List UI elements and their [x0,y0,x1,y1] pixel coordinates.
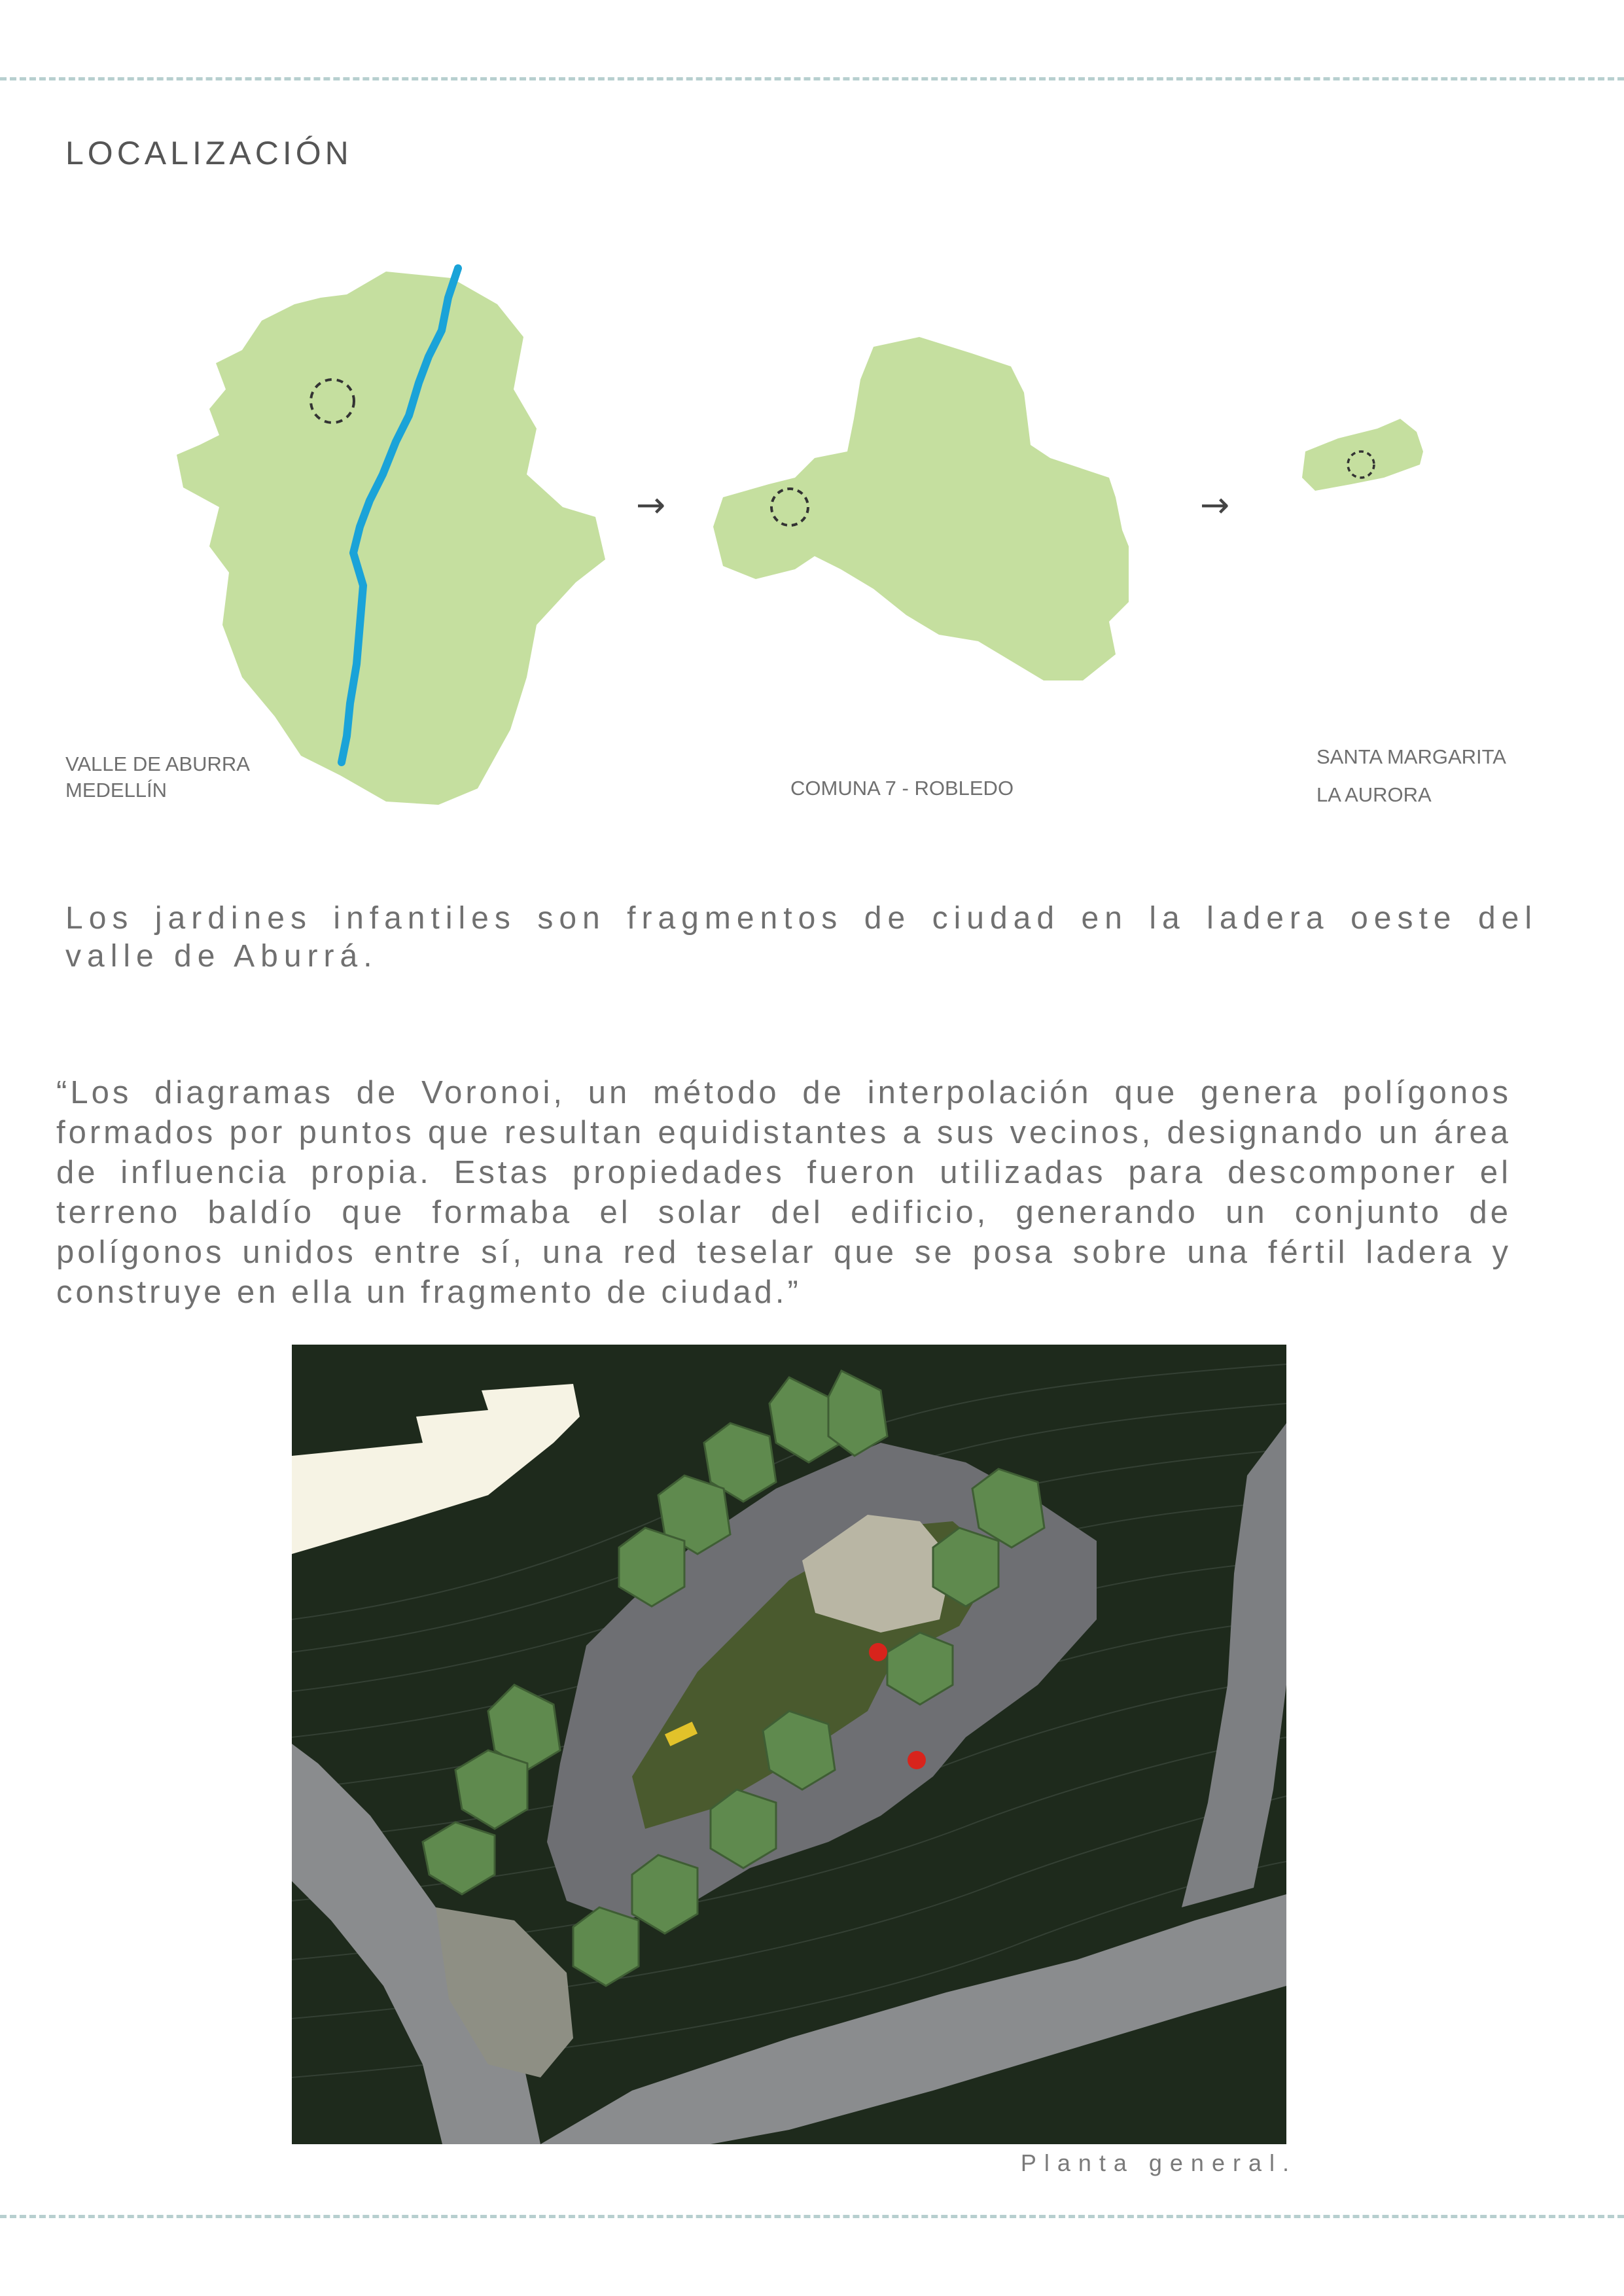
map-label-santa [1316,738,1506,814]
intro-paragraph: Los jardines infantiles son fragmentos de ciudad en la ladera oeste del valle de Aburrá. [65,901,1538,974]
map-label-santa-line2: LA AURORA [1316,783,1432,806]
map-label-santa-line1: SANTA MARGARITA [1316,745,1506,768]
map-valle-shape [177,272,605,805]
map-label-comuna-line1: COMUNA 7 - ROBLEDO [790,777,1014,800]
site-plan-image [292,1345,1286,2144]
bottom-divider [0,2215,1624,2218]
section-title: LOCALIZACIÓN [65,135,353,171]
map-valle-aburra [170,258,615,815]
map-santa-margarita [1299,412,1430,510]
plan-red-marker-1 [869,1643,887,1661]
arrow-1: → [636,484,666,525]
map-label-valle-line1: VALLE DE ABURRA [65,752,250,775]
map-label-valle-line2: MEDELLÍN [65,779,168,802]
arrow-2: → [1200,484,1230,525]
map-comuna-shape [713,337,1129,680]
plan-caption: Planta general. [1020,2149,1297,2176]
top-divider [0,77,1624,80]
map-label-comuna [790,775,1014,802]
map-label-valle [65,751,250,804]
voronoi-quote: “Los diagramas de Voronoi, un método de interpolación que genera polígonos formados por puntos que resultan equidistantes a sus vecinos, designando un área de influencia propia. Estas propiedades fueron utilizadas para descomponer el terreno baldío que formaba el solar del edificio, generando un conjunto de polígonos unidos entre sí, una red teselar que se posa sobre una fértil ladera y construye en ella un fragmento de ciudad.” [56,1075,1511,1310]
map-santa-shape [1302,419,1423,491]
plan-red-marker-2 [908,1751,926,1769]
map-comuna-7 [710,327,1129,694]
